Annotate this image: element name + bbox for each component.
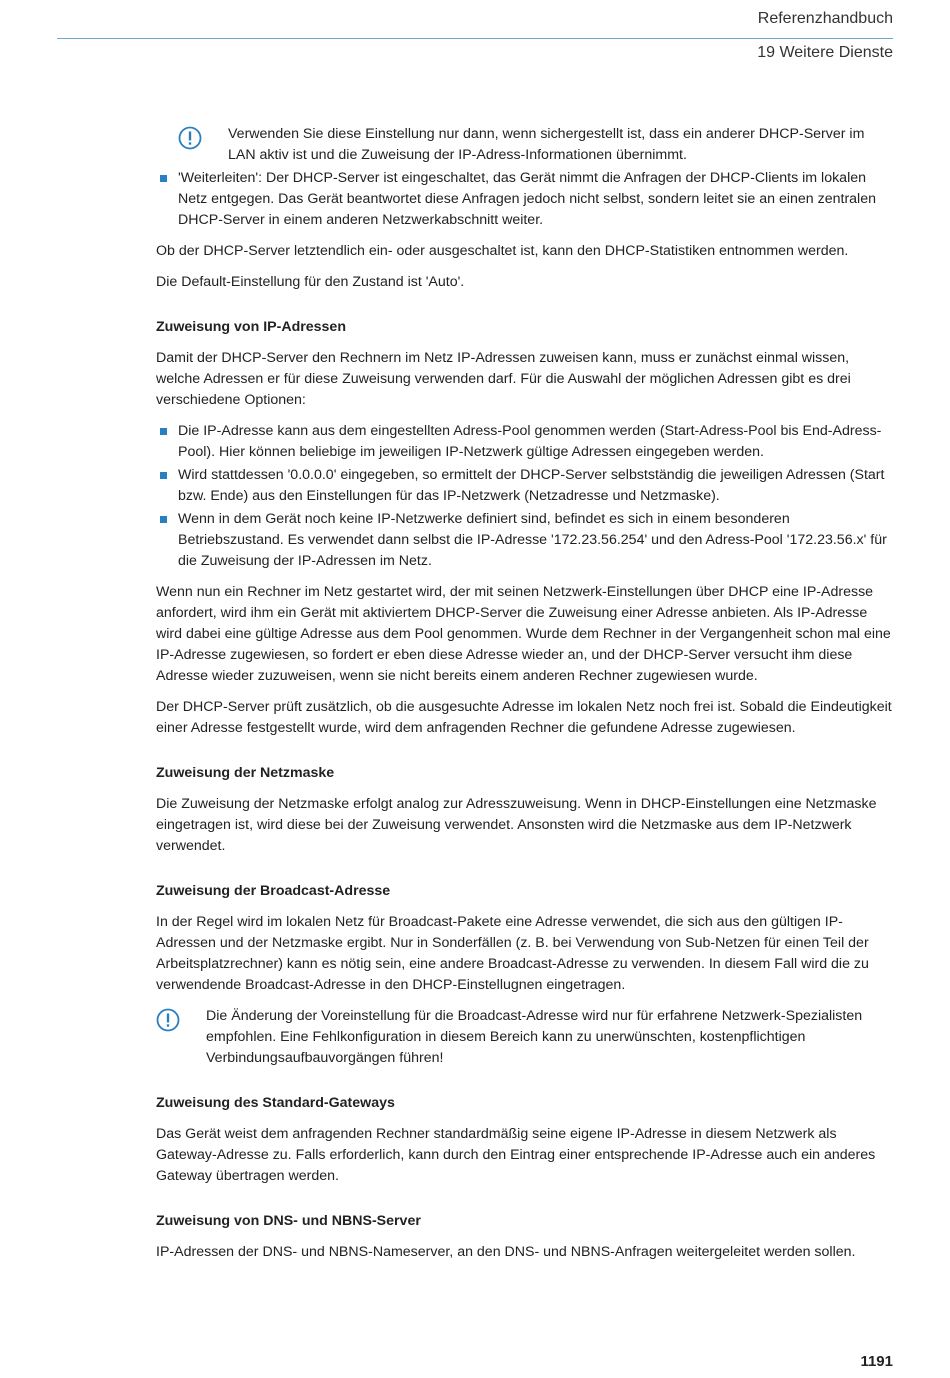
note-box — [178, 124, 893, 166]
header-chapter: 19 Weitere Dienste — [757, 44, 893, 61]
square-bullet-icon — [160, 516, 167, 523]
list-item-text: Wird stattdessen '0.0.0.0' eingegeben, so ermittelt der DHCP-Server selbstständig die jeweiligen Adressen (Start bzw. Ende) aus den Einstellungen für das IP-Netzwerk (Netzadresse und Netzmaske). — [178, 467, 885, 504]
section-heading: Zuweisung von IP-Adressen — [156, 319, 346, 335]
header-title: Referenzhandbuch — [757, 10, 893, 27]
paragraph: Das Gerät weist dem anfragenden Rechner standardmäßig seine eigene IP-Adresse in diesem Netzwerk als Gateway-Adresse zu. Falls erforderlich, kann durch den Eintrag einer entsprechende IP-Adresse auch ein anderes Gateway übertragen werden. — [156, 1126, 876, 1184]
note-text: Die Änderung der Voreinstellung für die Broadcast-Adresse wird nur für erfahrene Netzwerk-Spezialisten empfohlen. Eine Fehlkonfiguration in diesem Bereich kann zu unerwünschten, kostenpflichtigen Verbindungsaufbauvorgängen führen! — [206, 1008, 863, 1066]
section-heading: Zuweisung der Netzmaske — [156, 765, 335, 781]
list-item — [156, 168, 893, 231]
bullet-list — [156, 168, 893, 231]
list-item-text: Wenn in dem Gerät noch keine IP-Netzwerke definiert sind, befindet es sich in einem besonderen Betriebszustand. Es verwendet dann selbst die IP-Adresse '172.23.56.254' und den Adress-Pool '172.23.56.x' für die Zuweisung der IP-Adressen im Netz. — [178, 511, 887, 569]
page-number: 1191 — [860, 1353, 893, 1370]
square-bullet-icon — [160, 175, 167, 182]
square-bullet-icon — [160, 428, 167, 435]
section-heading: Zuweisung von DNS- und NBNS-Server — [156, 1213, 421, 1229]
section-heading: Zuweisung des Standard-Gateways — [156, 1095, 395, 1111]
section-heading: Zuweisung der Broadcast-Adresse — [156, 883, 391, 899]
list-item-text: Die IP-Adresse kann aus dem eingestellten Adress-Pool genommen werden (Start-Adress-Pool bis End-Adress-Pool). Hier können beliebige im jeweiligen IP-Netzwerk gültige Adressen eingegeben werden. — [178, 423, 882, 460]
header-divider — [57, 38, 893, 39]
paragraph: IP-Adressen der DNS- und NBNS-Nameserver, an den DNS- und NBNS-Anfragen weitergeleitet werden sollen. — [156, 1244, 856, 1260]
list-item — [156, 465, 893, 507]
note-text: Verwenden Sie diese Einstellung nur dann, wenn sichergestellt ist, dass ein anderer DHCP-Server im LAN aktiv ist und die Zuweisung der IP-Adress-Informationen übernimmt. — [228, 126, 865, 163]
exclamation-circle-icon — [178, 126, 202, 150]
list-item — [156, 509, 893, 572]
note-box — [156, 1006, 893, 1069]
paragraph: Die Default-Einstellung für den Zustand ist 'Auto'. — [156, 274, 465, 290]
list-item — [156, 421, 893, 463]
bullet-list — [156, 421, 893, 572]
list-item-text: 'Weiterleiten': Der DHCP-Server ist eingeschaltet, das Gerät nimmt die Anfragen der DHCP-Clients im lokalen Netz entgegen. Das Gerät beantwortet diese Anfragen jedoch nicht selbst, sondern leitet sie an einen zentralen DHCP-Server in einem anderen Netzwerkabschnitt weiter. — [178, 170, 876, 228]
paragraph: In der Regel wird im lokalen Netz für Broadcast-Pakete eine Adresse verwendet, die sich aus den gültigen IP-Adressen und der Netzmaske ergibt. Nur in Sonderfällen (z. B. bei Verwendung von Sub-Netzen für einen Teil der Arbeitsplatzrechner) kann es nötig sein, eine andere Broadcast-Adresse zu verwenden. In diesem Fall wird die zu verwendende Broadcast-Adresse in den DHCP-Einstellugnen eingetragen. — [156, 914, 869, 993]
paragraph: Die Zuweisung der Netzmaske erfolgt analog zur Adresszuweisung. Wenn in DHCP-Einstellungen eine Netzmaske eingetragen ist, wird diese bei der Zuweisung verwendet. Ansonsten wird die Netzmaske aus dem IP-Netzwerk verwendet. — [156, 796, 877, 854]
paragraph: Ob der DHCP-Server letztendlich ein- oder ausgeschaltet ist, kann den DHCP-Statistiken entnommen werden. — [156, 243, 849, 259]
square-bullet-icon — [160, 472, 167, 479]
paragraph: Damit der DHCP-Server den Rechnern im Netz IP-Adressen zuweisen kann, muss er zunächst einmal wissen, welche Adressen er für diese Zuweisung verwenden darf. Für die Auswahl der möglichen Adressen gibt es drei verschiedene Optionen: — [156, 350, 851, 408]
paragraph: Der DHCP-Server prüft zusätzlich, ob die ausgesuchte Adresse im lokalen Netz noch frei ist. Sobald die Eindeutigkeit einer Adresse festgestellt wurde, wird dem anfragenden Rechner die gefundene Adresse zugewiesen. — [156, 699, 892, 736]
page-content — [156, 124, 893, 1273]
exclamation-circle-icon — [156, 1008, 180, 1032]
paragraph: Wenn nun ein Rechner im Netz gestartet wird, der mit seinen Netzwerk-Einstellungen über DHCP eine IP-Adresse anfordert, wird ihm ein Gerät mit aktiviertem DHCP-Server die Zuweisung einer Adresse anbieten. Als IP-Adresse wird dabei eine gültige Adresse aus dem Pool genommen. Wurde dem Rechner in der Vergangenheit schon mal eine IP-Adresse zugewiesen, so fordert er eben diese Adresse wieder an, und der DHCP-Server versucht ihm diese Adresse wieder zuzuweisen, wenn sie nicht bereits einem anderen Rechner zugewiesen wurde. — [156, 584, 891, 684]
